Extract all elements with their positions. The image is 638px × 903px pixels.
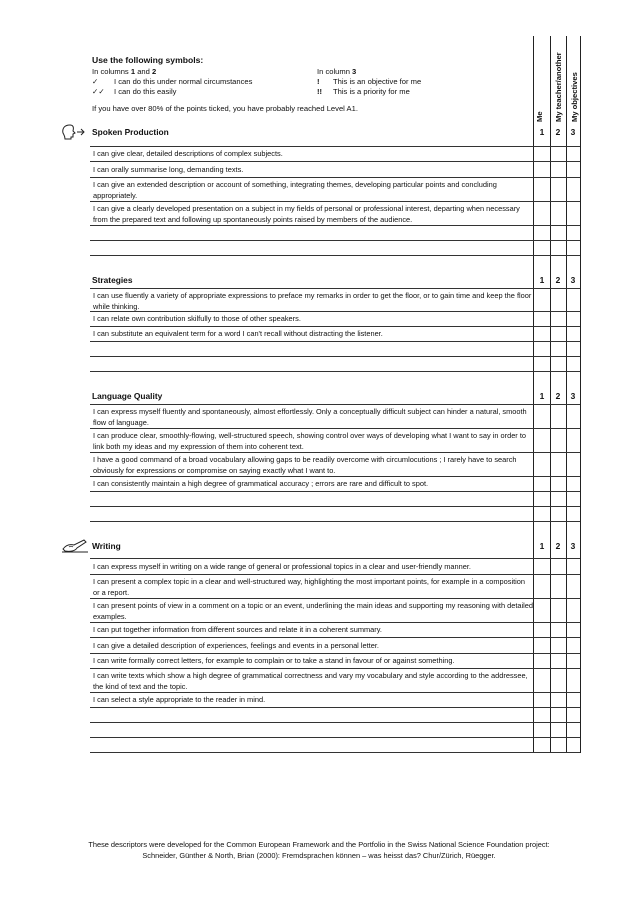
col-number-1: 1 xyxy=(539,127,545,137)
row-line xyxy=(90,311,580,312)
list-item: I can write formally correct letters, for example to complain or to take a stand in favour of or against something. xyxy=(93,656,455,665)
col-number-3: 3 xyxy=(570,275,576,285)
col-number-2: 2 xyxy=(555,391,561,401)
legend-priority: !! This is a priority for me xyxy=(317,87,410,96)
legend-note: If you have over 80% of the points ticked, you have probably reached Level A1. xyxy=(92,104,358,113)
row-line xyxy=(90,668,580,669)
section-title-strategies: Strategies xyxy=(92,275,133,285)
list-item: I can use fluently a variety of appropriate expressions to preface my remarks in order to get the floor, or to gain time and keep the floor while thinking. xyxy=(93,291,532,311)
row-line xyxy=(90,737,580,738)
row-line xyxy=(90,341,580,342)
row-line xyxy=(90,356,580,357)
row-line xyxy=(90,491,580,492)
exclamation-icon: ! xyxy=(317,77,320,86)
list-item: I can present a complex topic in a clear and well-structured way, highlighting the most important points, for example in a composition or a report. xyxy=(93,577,526,597)
row-line xyxy=(90,622,580,623)
col-number-2: 2 xyxy=(555,127,561,137)
legend-title: Use the following symbols: xyxy=(92,55,204,65)
col-number-1: 1 xyxy=(539,275,545,285)
list-item: I can express myself fluently and spontaneously, almost effortlessly. Only a conceptually difficult subject can hinder a natural, smooth flow of language. xyxy=(93,407,527,427)
section-title-spoken-production: Spoken Production xyxy=(92,127,169,137)
list-item: I can give clear, detailed descriptions of complex subjects. xyxy=(93,149,283,158)
writing-hand-icon xyxy=(60,536,90,556)
row-line xyxy=(90,506,580,507)
column-header-me: Me xyxy=(535,111,544,122)
list-item: I can orally summarise long, demanding texts. xyxy=(93,165,244,174)
row-line xyxy=(90,161,580,162)
row-line xyxy=(90,637,580,638)
row-line xyxy=(90,521,580,522)
row-line xyxy=(90,225,580,226)
row-line xyxy=(90,201,580,202)
list-item: I have a good command of a broad vocabulary allowing gaps to be readily overcome with circumlocutions ; I rarely have to search obviously for expressions or compromise on saying exactly what I want to. xyxy=(93,455,517,475)
list-item: I can relate own contribution skilfully to those of other speakers. xyxy=(93,314,301,323)
legend-check-easy: ✓✓ I can do this easily xyxy=(92,87,177,96)
row-line xyxy=(90,752,580,753)
legend-columns-1-2: In columns 1 and 2 xyxy=(92,67,157,76)
list-item: I can produce clear, smoothly-flowing, well-structured speech, showing control over ways of developing what I want to say in order to link both my ideas and my expression of them into coherent text. xyxy=(93,431,526,451)
footer-credits xyxy=(60,840,578,861)
legend-objective: ! This is an objective for me xyxy=(317,77,422,86)
row-line xyxy=(90,288,580,289)
row-line xyxy=(90,371,580,372)
col-number-1: 1 xyxy=(539,391,545,401)
speaking-head-icon xyxy=(60,123,86,143)
section-title-language-quality: Language Quality xyxy=(92,391,163,401)
row-line xyxy=(90,146,580,147)
list-item: I can give a clearly developed presentation on a subject in my fields of personal or professional interest, departing when necessary from the prepared text and following up spontaneously points raised by members of the audience. xyxy=(93,204,520,224)
list-item: I can give a detailed description of experiences, feelings and events in a personal letter. xyxy=(93,641,379,650)
col-number-2: 2 xyxy=(555,275,561,285)
row-line xyxy=(90,428,580,429)
row-line xyxy=(90,653,580,654)
list-item: I can give an extended description or account of something, integrating themes, developing particular points and concluding appropriately. xyxy=(93,180,497,200)
column-header-teacher: My teacher/another xyxy=(554,52,563,122)
list-item: I can put together information from different sources and relate it in a coherent summary. xyxy=(93,625,382,634)
row-line xyxy=(90,574,580,575)
row-line xyxy=(90,476,580,477)
section-title-writing: Writing xyxy=(92,541,121,551)
list-item: I can present points of view in a comment on a topic or an event, underlining the main ideas and supporting my reasoning with detailed examples. xyxy=(93,601,534,621)
double-check-icon: ✓✓ xyxy=(92,87,105,96)
row-line xyxy=(90,177,580,178)
row-line xyxy=(90,452,580,453)
row-line xyxy=(90,240,580,241)
row-line xyxy=(90,707,580,708)
col-number-3: 3 xyxy=(570,127,576,137)
footer-line-1: These descriptors were developed for the Common European Framework and the Portfolio in the Swiss National Science Foundation project: xyxy=(88,840,550,849)
legend-check-normal: ✓ I can do this under normal circumstances xyxy=(92,77,253,86)
row-line xyxy=(90,598,580,599)
row-line xyxy=(90,692,580,693)
col-number-3: 3 xyxy=(570,541,576,551)
legend-column-3: In column 3 xyxy=(317,67,357,76)
check-icon: ✓ xyxy=(92,77,99,86)
column-header-objectives: My objectives xyxy=(570,72,579,122)
list-item: I can select a style appropriate to the reader in mind. xyxy=(93,695,266,704)
row-line xyxy=(90,558,580,559)
col-number-1: 1 xyxy=(539,541,545,551)
col-number-2: 2 xyxy=(555,541,561,551)
row-line xyxy=(90,404,580,405)
list-item: I can express myself in writing on a wide range of general or professional topics in a clear and user-friendly manner. xyxy=(93,562,471,571)
row-line xyxy=(90,722,580,723)
col-number-3: 3 xyxy=(570,391,576,401)
double-exclamation-icon: !! xyxy=(317,87,323,96)
list-item: I can consistently maintain a high degree of grammatical accuracy ; errors are rare and difficult to spot. xyxy=(93,479,429,488)
list-item: I can write texts which show a high degree of grammatical correctness and vary my vocabulary and style according to the addressee, the kind of text and the topic. xyxy=(93,671,528,691)
row-line xyxy=(90,255,580,256)
row-line xyxy=(90,326,580,327)
footer-line-2: Schneider, Günther & North, Brian (2000): Fremdsprachen können – was heisst das? Chur/Zürich, Rüegger. xyxy=(142,850,496,860)
list-item: I can substitute an equivalent term for a word I can't recall without distracting the listener. xyxy=(93,329,383,338)
